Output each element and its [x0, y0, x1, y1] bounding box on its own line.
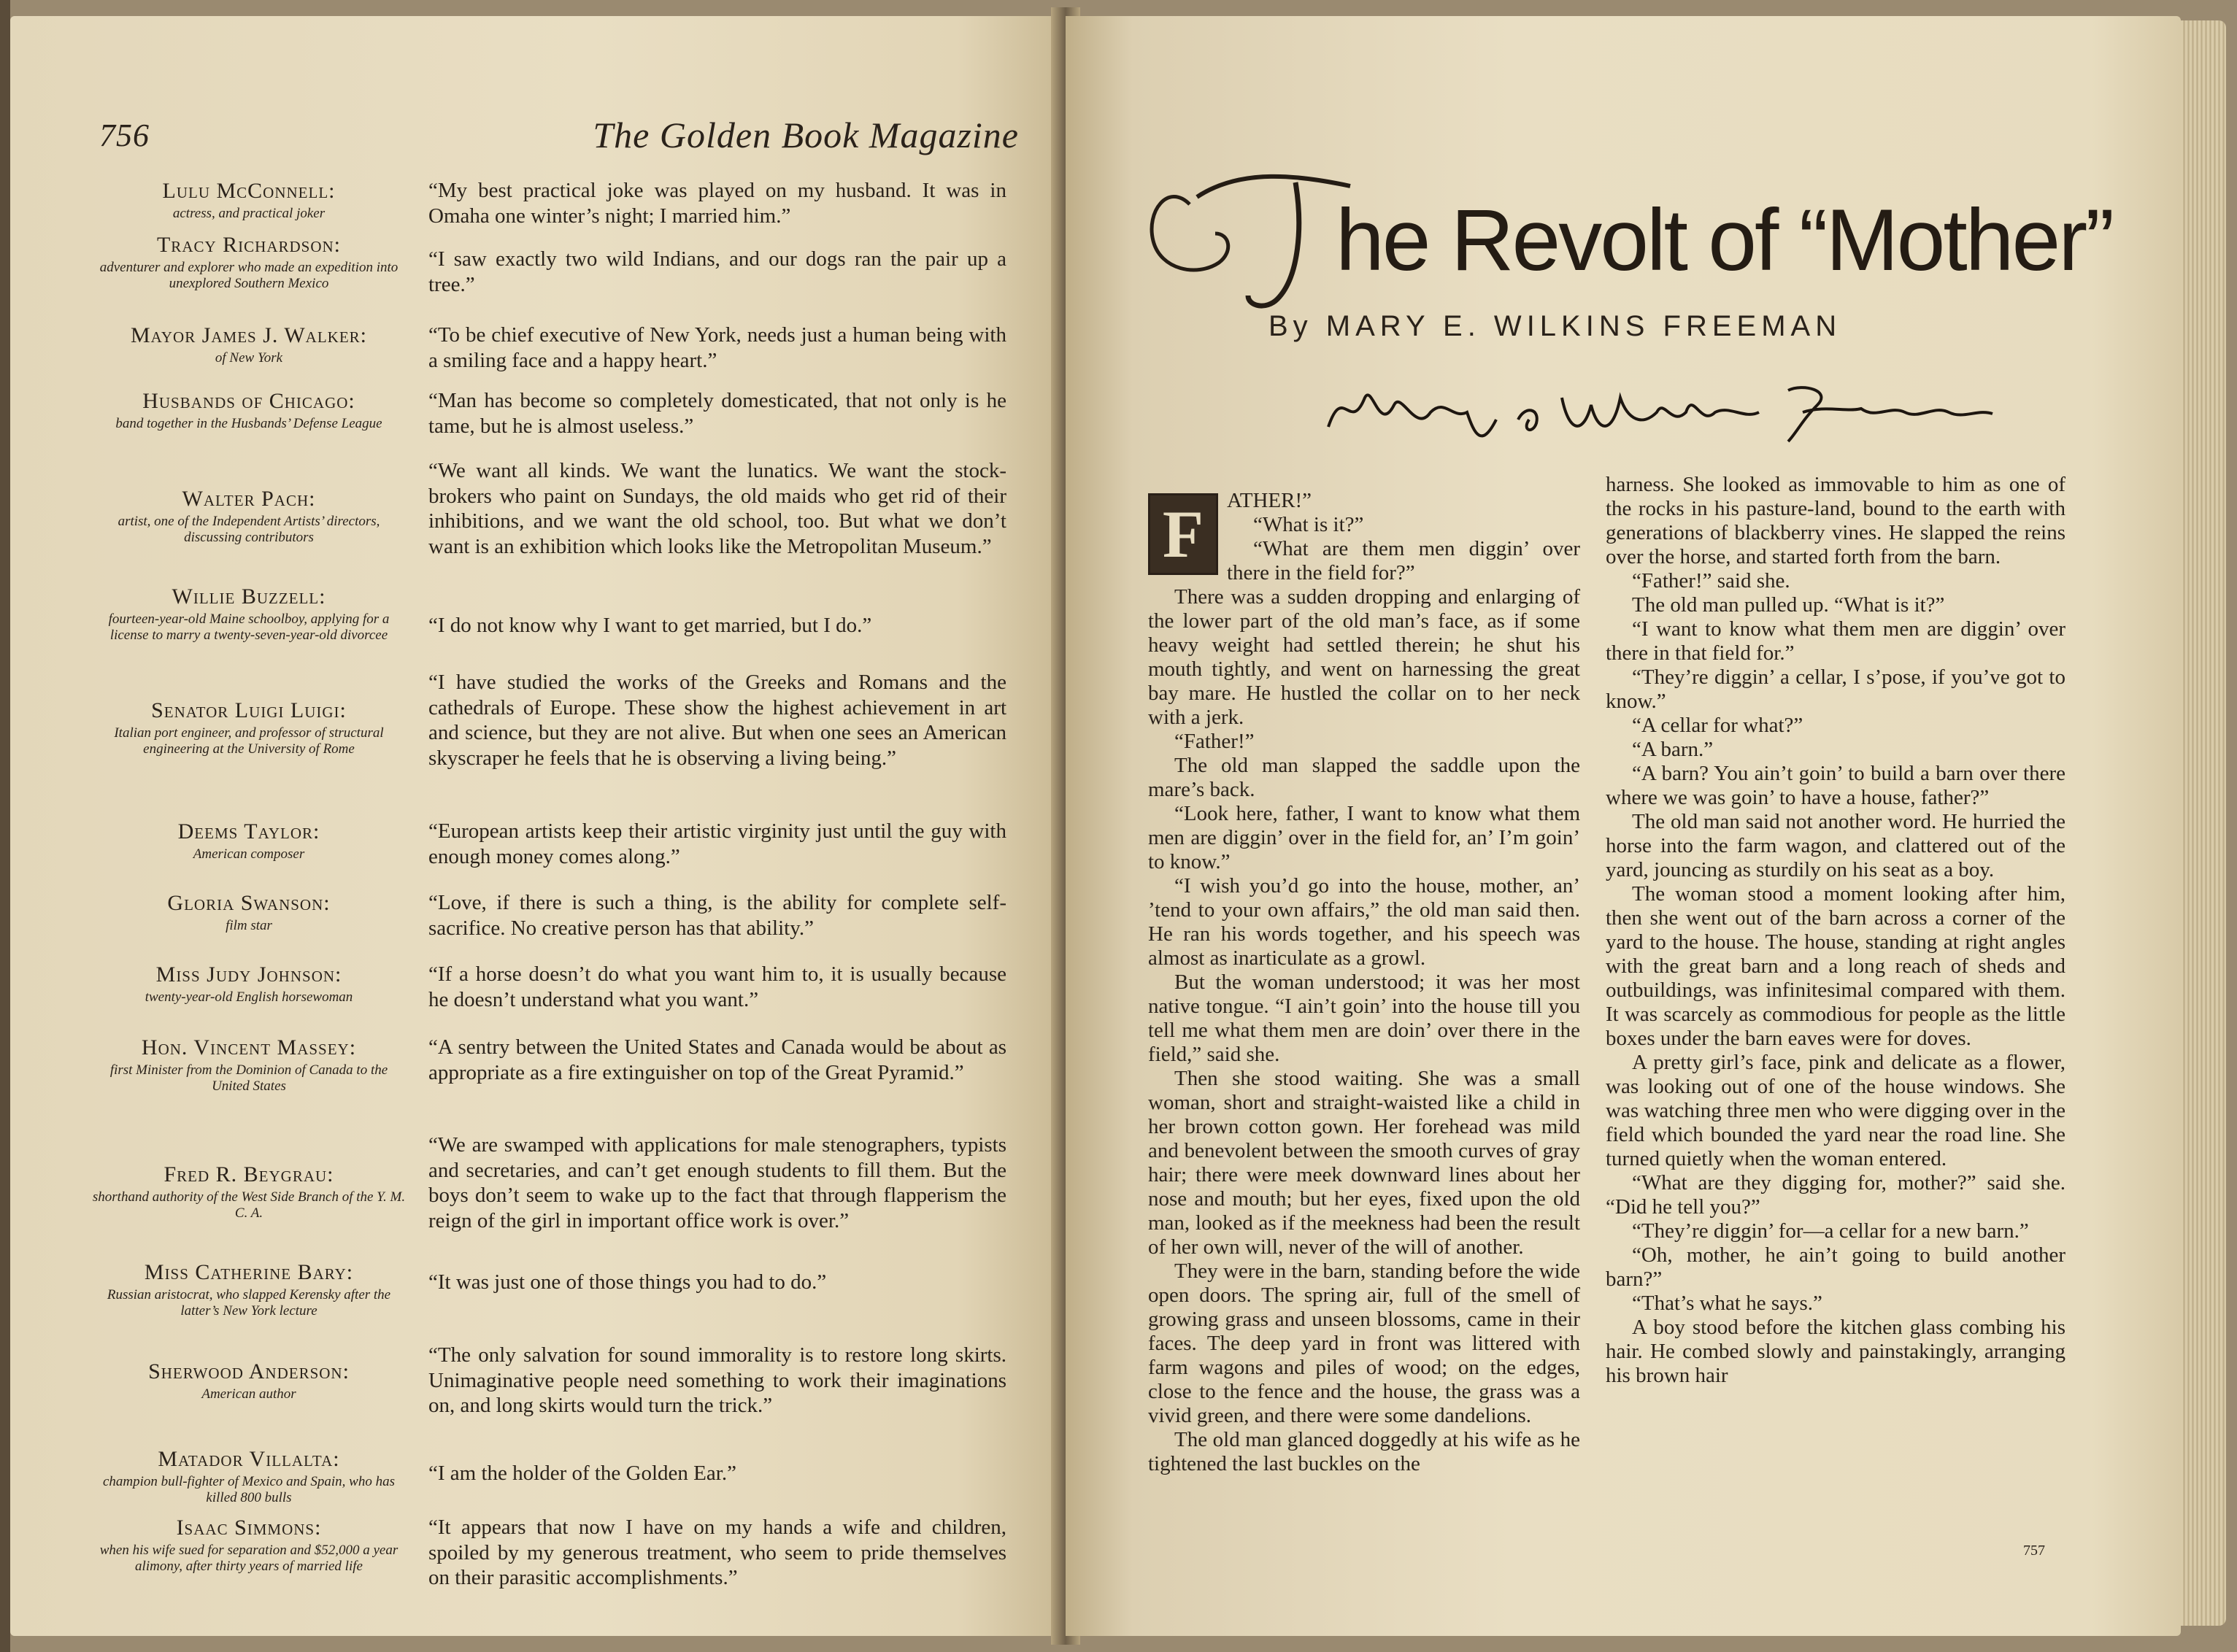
speaker-description: Russian aristocrat, who slapped Kerensky after the latter’s New York lecture: [107, 1287, 391, 1319]
story-title-text: [1336, 190, 2112, 290]
story-paragraph: “What are them men diggin’ over there in the field for?”: [1227, 537, 1580, 584]
story-paragraph: “Look here, father, I want to know what them men are diggin’ over in the field for, an’ I’m goin’ to know.”: [1148, 802, 1580, 873]
story-paragraph: “They’re diggin’ for—a cellar for a new barn.”: [1632, 1219, 2029, 1243]
speaker-name: Mayor James J. Walker:: [130, 323, 368, 347]
speaker-description: twenty-year-old English horsewoman: [145, 989, 353, 1005]
story-title: [1139, 153, 2146, 328]
signature-icon: [1321, 368, 2124, 456]
speaker-name: Senator Luigi Luigi:: [151, 698, 347, 722]
story-paragraph: “Father!” said she.: [1632, 569, 1790, 593]
story-paragraph: A pretty girl’s face, pink and delicate as a flower, was looking out of one of the house windows. She was watching three men who were digging over in the field which bounded the yard near the road line. She turned quietly when the woman entered.: [1606, 1051, 2065, 1170]
speaker-name: Tracy Richardson:: [156, 233, 342, 257]
speaker-description: of New York: [215, 350, 283, 366]
title-rest: he Revolt of “Mother”: [1336, 191, 2113, 289]
story-paragraph: “What is it?”: [1253, 513, 1364, 536]
quote-text: “A sentry between the United States and Canada would be about as appropriate as a fire extinguisher on top of the Great Pyramid.”: [428, 1035, 1006, 1084]
speaker-name: Isaac Simmons:: [176, 1516, 322, 1540]
speaker-description: American author: [201, 1386, 296, 1402]
speaker-name: Walter Pach:: [182, 487, 316, 511]
story-paragraph: The woman stood a moment looking after him, then she went out of the barn across a corner of the yard to the house. The house, standing at right angles with the great barn and a long reach of sheds and outbuildings, was infinitesimal compared with them. It was scarcely as commodious for people as the little boxes under the barn eaves were for doves.: [1606, 882, 2065, 1050]
quote-text: “The only salvation for sound immorality is to restore long skirts. Unimaginative people need something to work their imaginations on, and long skirts would turn the trick.”: [428, 1343, 1006, 1417]
story-column-1: [1148, 489, 1580, 1476]
quote-text: “I have studied the works of the Greeks and Romans and the cathedrals of Europe. These show the highest achievement in art and science, but they are not alive. But when one sees an American skyscraper he feels that he is observing a living being.”: [428, 671, 1006, 770]
story-paragraph: “What are they digging for, mother?” said she. “Did he tell you?”: [1606, 1171, 2065, 1219]
quote-text: “We are swamped with applications for male stenographers, typists and secretaries, and can’t get enough students to fill them. But the boys don’t seem to wake up to the fact that through flapperism the reign of the girl in important office work is over.”: [428, 1133, 1006, 1232]
story-paragraph: harness. She looked as immovable to him as one of the rocks in his pasture-land, bound to the earth with generations of blackberry vines. He slapped the reins over the horse, and started forth from the barn.: [1606, 473, 2065, 568]
quote-text: “We want all kinds. We want the lunatics. We want the stock-brokers who paint on Sundays, the old maids who get rid of their inhibitions, and we want the old school, too. But what we don’t want is an exhibition which looks like the Metropolitan Museum.”: [428, 459, 1006, 558]
speaker-name: Hon. Vincent Massey:: [141, 1035, 357, 1059]
story-paragraph: The old man glanced doggedly at his wife as he tightened the last buckles on the: [1148, 1428, 1580, 1475]
speaker-name: Lulu McConnell:: [162, 179, 336, 203]
right-page-number: 757: [2023, 1543, 2045, 1559]
story-paragraph: “Oh, mother, he ain’t going to build another barn?”: [1606, 1243, 2065, 1291]
speaker-description: first Minister from the Dominion of Canada to the United States: [109, 1062, 388, 1094]
quote-text: “I am the holder of the Golden Ear.”: [428, 1462, 736, 1485]
book-edge-left: [0, 0, 10, 1652]
page-edges: [2181, 20, 2226, 1626]
quote-text: “I saw exactly two wild Indians, and our dogs ran the pair up a tree.”: [428, 247, 1006, 296]
story-paragraph: “That’s what he says.”: [1632, 1292, 1822, 1315]
left-page-number: 756: [99, 117, 150, 153]
speaker-name: Husbands of Chicago:: [142, 389, 355, 413]
quote-text: “To be chief executive of New York, needs just a human being with a smiling face and a happy heart.”: [428, 323, 1006, 372]
speaker-name: Gloria Swanson:: [167, 891, 331, 915]
story-paragraph: “They’re diggin’ a cellar, I s’pose, if you’ve got to know.”: [1606, 665, 2065, 713]
speaker-description: actress, and practical joker: [172, 206, 326, 221]
speaker-description: film star: [226, 918, 272, 933]
story-paragraph: “I want to know what them men are diggin’ over there in that field for.”: [1606, 617, 2065, 665]
story-column-2: [1606, 473, 2065, 1388]
story-paragraph: “A barn? You ain’t goin’ to build a barn over there where we was goin’ to have a house, father?”: [1606, 762, 2065, 809]
quote-text: “European artists keep their artistic virginity just until the guy with enough money comes along.”: [428, 819, 1006, 868]
speaker-name: Deems Taylor:: [177, 819, 320, 844]
story-paragraph: “Father!”: [1174, 730, 1255, 753]
ornamental-t-icon: [1139, 153, 1358, 328]
author-signature: [1321, 368, 2124, 456]
speaker-description: when his wife sued for separation and $52,000 a year alimony, after thirty years of married life: [99, 1543, 398, 1574]
story-paragraph: The old man pulled up. “What is it?”: [1632, 593, 1945, 617]
speaker-name: Miss Judy Johnson:: [155, 962, 342, 987]
speaker-name: Miss Catherine Bary:: [144, 1260, 354, 1284]
story-paragraph: The old man slapped the saddle upon the mare’s back.: [1148, 754, 1580, 801]
quote-text: “My best practical joke was played on my husband. It was in Omaha one winter’s night; I married him.”: [428, 179, 1006, 228]
speaker-name: Fred R. Beygrau:: [163, 1162, 334, 1186]
speaker-name: Matador Villalta:: [158, 1447, 340, 1471]
quote-text: “Man has become so completely domesticated, that not only is he tame, but he is almost useless.”: [428, 389, 1006, 438]
left-page: [10, 16, 1063, 1636]
speaker-description: American composer: [193, 846, 305, 862]
story-paragraph: There was a sudden dropping and enlarging of the lower part of the old man’s face, as if some heavy weight had settled therein; he shut his mouth tightly, and went on harnessing the great bay mare. He hustled the collar on to her neck with a jerk.: [1148, 585, 1580, 729]
story-paragraph: F ATHER!”: [1148, 489, 1580, 513]
story-paragraph: A boy stood before the kitchen glass combing his hair. He combed slowly and painstakingly, arranging his brown hair: [1606, 1316, 2065, 1387]
story-paragraph: “I wish you’d go into the house, mother, an’ ’tend to your own affairs,” the old man said then. He ran his words together, and his speech was almost as inarticulate as a growl.: [1148, 874, 1580, 970]
story-paragraph: Then she stood waiting. She was a small woman, short and straight-waisted like a child in her brown cotton gown. Her forehead was mild and benevolent between the smooth curves of gray hair; there were meek downward lines about her nose and mouth; but her eyes, fixed upon the old man, looked as if the meekness had been the result of her own will, never of the will of another.: [1148, 1067, 1580, 1259]
speaker-description: shorthand authority of the West Side Branch of the Y. M. C. A.: [92, 1189, 406, 1221]
story-paragraph: “A barn.”: [1632, 738, 1714, 761]
story-paragraph: “A cellar for what?”: [1632, 714, 1803, 737]
quote-text: “It appears that now I have on my hands a wife and children, spoiled by my generous treatment, who seem to pride themselves on their parasitic accomplishments.”: [428, 1516, 1006, 1589]
drop-cap: F: [1148, 493, 1218, 575]
speaker-description: adventurer and explorer who made an expedition into unexplored Southern Mexico: [99, 260, 398, 291]
speaker-description: fourteen-year-old Maine schoolboy, applying for a license to marry a twenty-seven-year-old divorcee: [108, 611, 390, 643]
speaker-description: Italian port engineer, and professor of structural engineering at the University of Rome: [114, 725, 384, 757]
running-header-title: The Golden Book Magazine: [593, 115, 1019, 155]
story-paragraph: They were in the barn, standing before the wide open doors. The spring air, full of the smell of growing grass and unseen blossoms, came in their faces. The deep yard in front was littered with farm wagons and piles of wood; on the edges, close to the fence and the house, the grass was a vivid green, and there were some dandelions.: [1148, 1259, 1580, 1427]
speaker-name: Sherwood Anderson:: [148, 1359, 350, 1383]
quote-text: “It was just one of those things you had to do.”: [428, 1270, 827, 1294]
speaker-name: Willie Buzzell:: [172, 584, 326, 609]
quote-text: “Love, if there is such a thing, is the ability for complete self-sacrifice. No creative person has that ability.”: [428, 891, 1006, 940]
speaker-description: champion bull-fighter of Mexico and Spain, who has killed 800 bulls: [102, 1474, 395, 1505]
quote-text: “I do not know why I want to get married, but I do.”: [428, 614, 872, 637]
speaker-description: artist, one of the Independent Artists’ directors, discussing contributors: [118, 514, 380, 545]
byline: By MARY E. WILKINS FREEMAN: [1268, 310, 1842, 342]
speaker-description: band together in the Husbands’ Defense League: [115, 416, 382, 431]
story-paragraph: But the woman understood; it was her most native tongue. “I ain’t goin’ into the house till you tell me what them men are doin’ over there in the field,” said she.: [1148, 970, 1580, 1066]
quote-text: “If a horse doesn’t do what you want him to, it is usually because he doesn’t understand what you want.”: [428, 962, 1006, 1011]
story-paragraph: The old man said not another word. He hurried the horse into the farm wagon, and clattered out of the yard, jouncing as sturdily on his seat as a boy.: [1606, 810, 2065, 881]
